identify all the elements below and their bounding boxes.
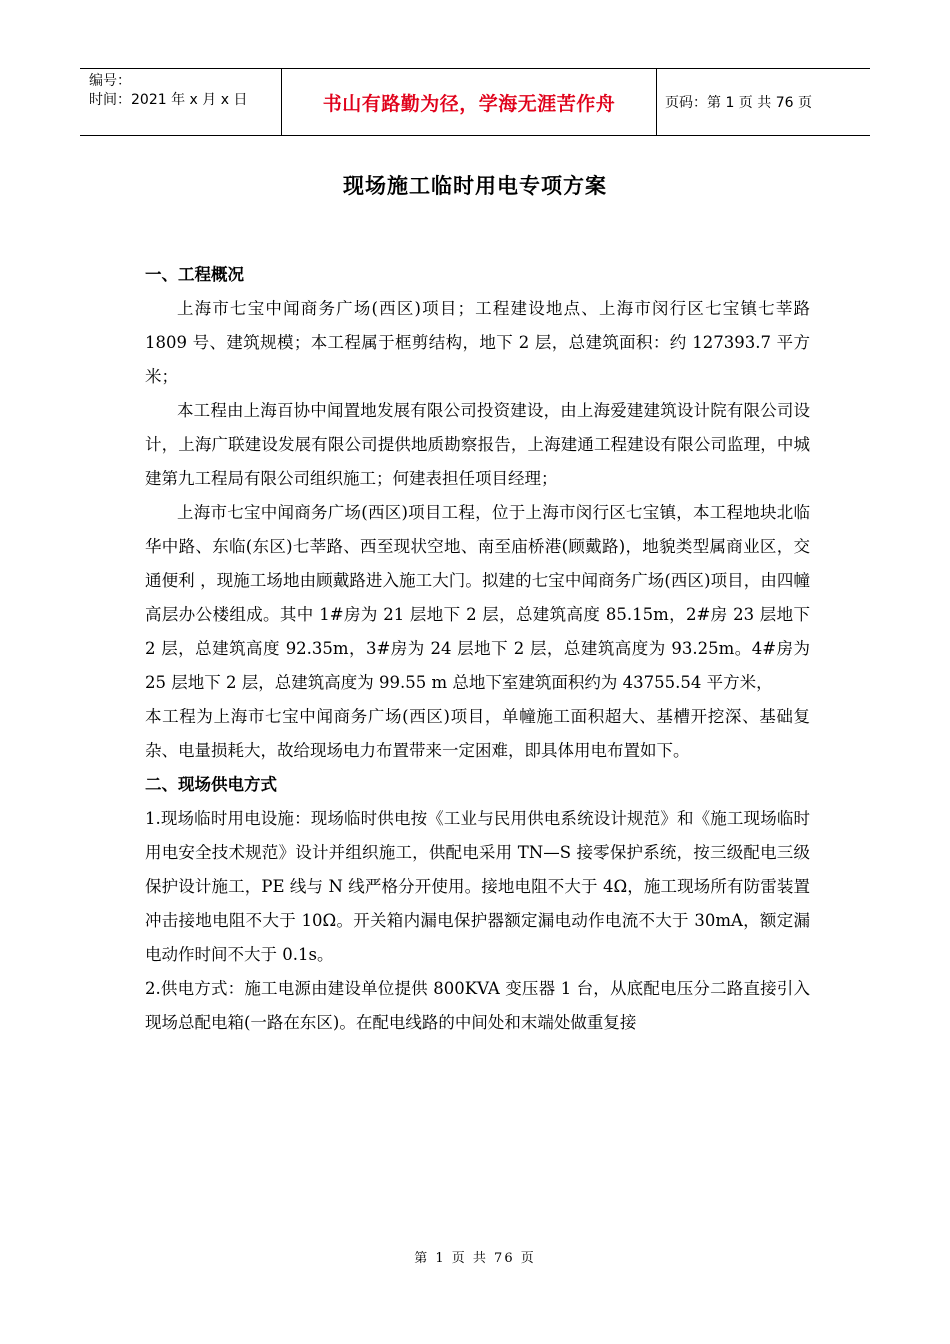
section-heading-power-supply: 二、现场供电方式 [145, 775, 277, 794]
page-code: 页码：第 1 页 共 76 页 [665, 95, 812, 111]
paragraph: 上海市七宝中闻商务广场(西区)项目工程，位于上海市闵行区七宝镇，本工程地块北临华中路、东临(东区)七莘路、西至现状空地、南至庙桥港(顾戴路)，地貌类型属商业区，交通便利 ，现施工场地由顾戴路进入施工大门。拟建的七宝中闻商务广场(西区)项目，由四幢高层办公楼组成。其中 1#房为 21 层地下 2 层，总建筑高度 85.15m，2#房 23 层地下 2 层，总建筑高度 92.35m，3#房为 24 层地下 2 层，总建筑高度为 93.25m。4#房为 25 层地下 2 层，总建筑高度为 99.55 m 总地下室建筑面积约为 43755.54 平方米， [145, 503, 810, 692]
header-motto-cell [282, 69, 657, 135]
paragraph: 1.现场临时用电设施：现场临时供电按《工业与民用供电系统设计规范》和《施工现场临时用电安全技术规范》设计并组织施工，供配电采用 TN—S 接零保护系统，按三级配电三级保护设计施工，PE 线与 N 线严格分开使用。接地电阻不大于 4Ω，施工现场所有防雷装置冲击接地电阻不大于 10Ω。开关箱内漏电保护器额定漏电动作电流不大于 30mA，额定漏电动作时间不大于 0.1s。 [145, 809, 810, 964]
header-page-code-cell [657, 69, 870, 135]
paragraph: 2.供电方式：施工电源由建设单位提供 800KVA 变压器 1 台，从底配电压分二路直接引入现场总配电箱(一路在东区)。在配电线路的中间处和末端处做重复接 [145, 979, 810, 1032]
section-heading-overview: 一、工程概况 [145, 265, 244, 284]
paragraph: 本工程由上海百协中闻置地发展有限公司投资建设，由上海爱建建筑设计院有限公司设计，上海广联建设发展有限公司提供地质勘察报告，上海建通工程建设有限公司监理，中城建第九工程局有限公司组织施工；何建表担任项目经理； [145, 401, 810, 488]
paragraph: 本工程为上海市七宝中闻商务广场(西区)项目，单幢施工面积超大、基槽开挖深、基础复杂、电量损耗大，故给现场电力布置带来一定困难，即具体用电布置如下。 [145, 707, 810, 760]
header-meta [80, 69, 282, 135]
number-label: 编号： [89, 73, 131, 89]
document-body [145, 258, 810, 1040]
motto-text: 书山有路勤为径，学海无涯苦作舟 [322, 92, 616, 115]
page-footer: 第 1 页 共 76 页 [414, 1251, 536, 1266]
document-title: 现场施工临时用电专项方案 [343, 174, 607, 198]
document-header [80, 68, 870, 136]
paragraph: 上海市七宝中闻商务广场(西区)项目；工程建设地点、上海市闵行区七宝镇七莘路 1809 号、建筑规模；本工程属于框剪结构，地下 2 层，总建筑面积：约 127393.7 平方米； [145, 299, 810, 386]
time-label: 时间：2021 年 x 月 x 日 [89, 92, 248, 108]
